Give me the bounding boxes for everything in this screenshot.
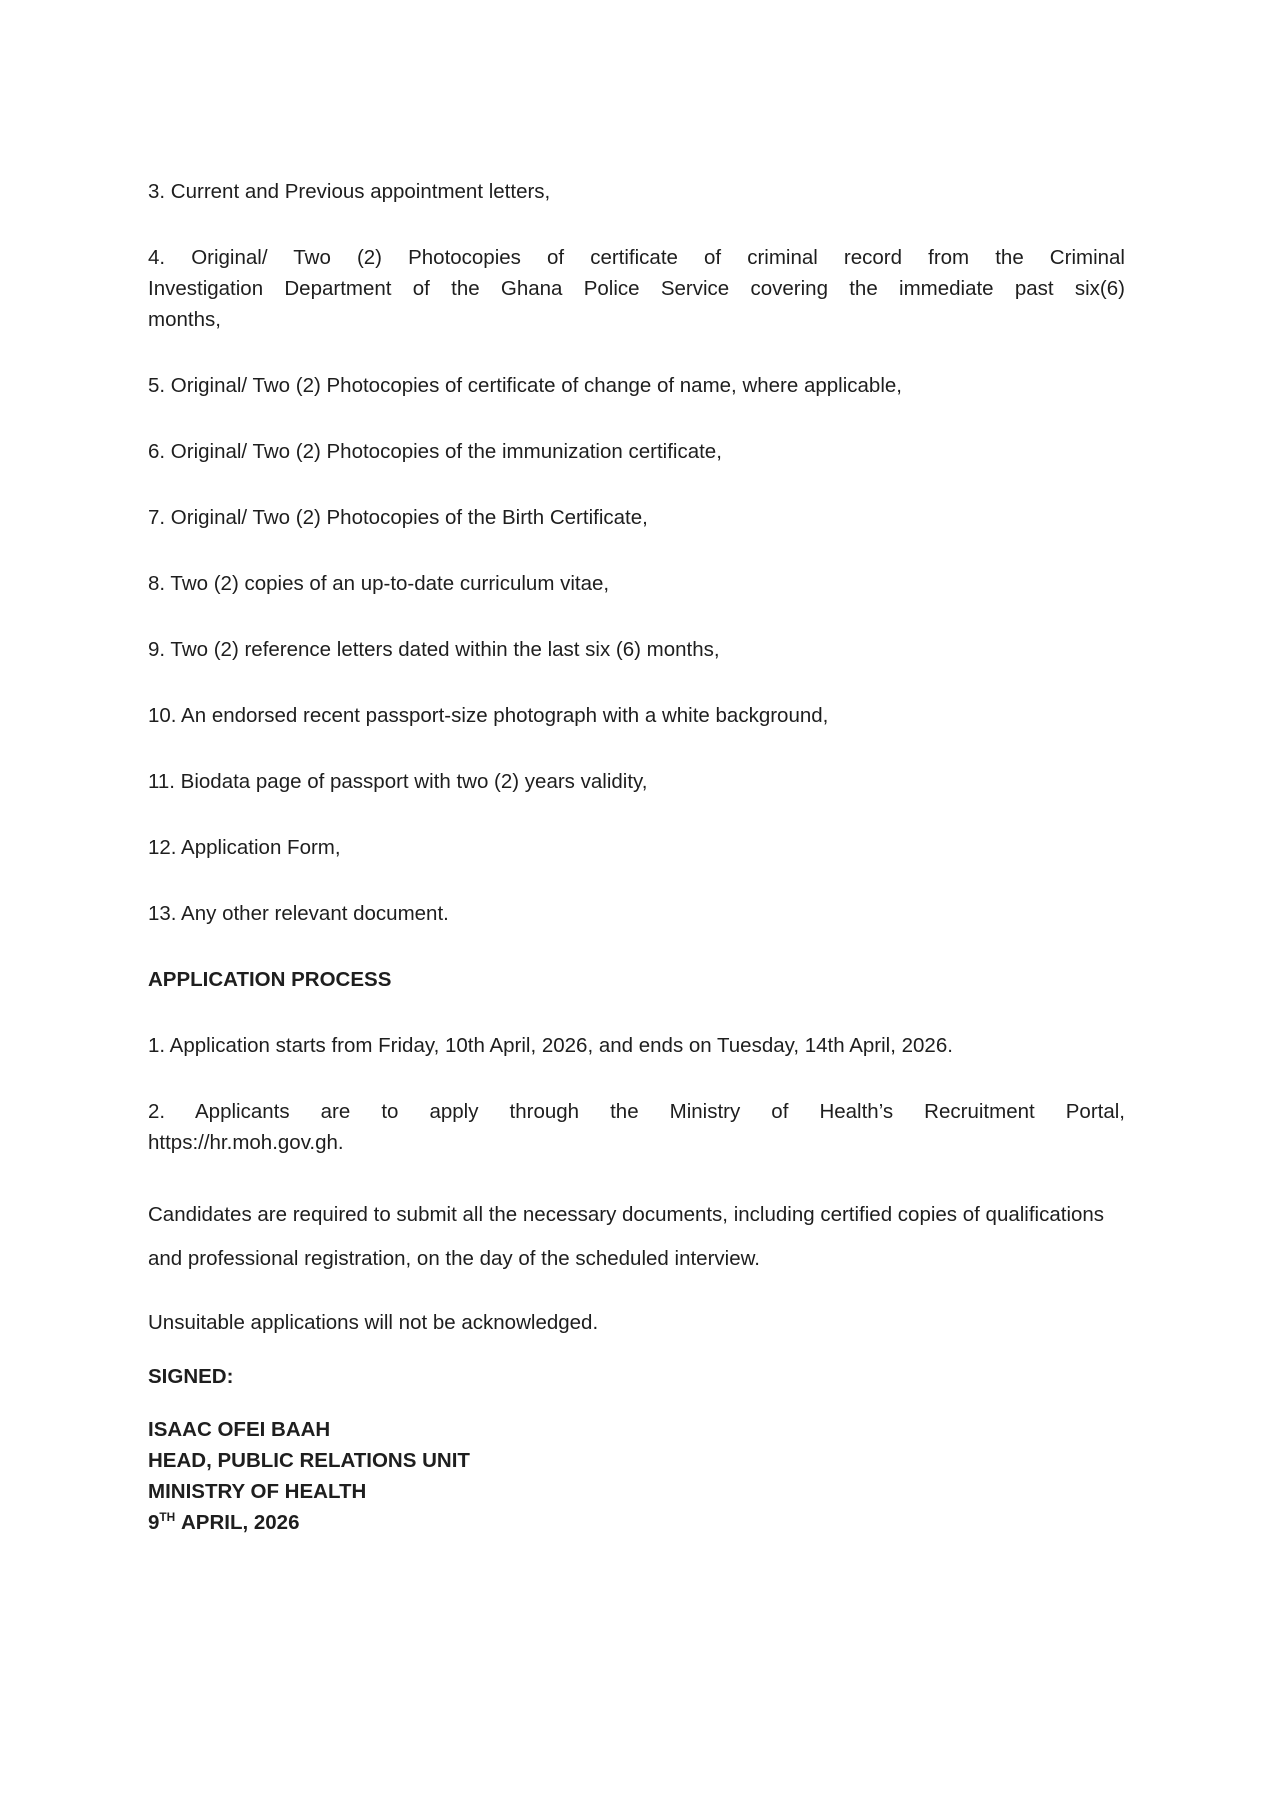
requirement-item-9: 9. Two (2) reference letters dated within the last six (6) months, [148,638,720,661]
document-body [148,176,1125,1538]
requirement-item-11: 11. Biodata page of passport with two (2) years validity, [148,770,648,793]
requirement-item-10: 10. An endorsed recent passport-size photograph with a white background, [148,704,829,727]
signature-title: HEAD, PUBLIC RELATIONS UNIT [148,1449,470,1472]
signature-date [148,1507,1125,1538]
requirement-item-4-line-3: months, [148,308,221,331]
application-process-step-2 [148,1096,1125,1158]
signature-organization: MINISTRY OF HEALTH [148,1480,367,1503]
requirement-item-4 [148,242,1125,335]
application-process-step-2-line-1: 2. Applicants are to apply through the Ministry of Health’s Recruitment Portal, [148,1100,1125,1123]
signature-block [148,1414,1125,1538]
requirement-item-5: 5. Original/ Two (2) Photocopies of certificate of change of name, where applicable, [148,374,902,397]
requirement-item-13: 13. Any other relevant document. [148,902,449,925]
requirement-item-6: 6. Original/ Two (2) Photocopies of the immunization certificate, [148,440,722,463]
signature-date-day: 9 [148,1511,160,1534]
submission-note: Candidates are required to submit all the necessary documents, including certified copies of qualifications and professional registration, on the day of the scheduled interview. [148,1203,1105,1270]
signature-date-remainder: APRIL, 2026 [180,1511,300,1534]
requirement-item-7: 7. Original/ Two (2) Photocopies of the Birth Certificate, [148,506,648,529]
requirement-item-12: 12. Application Form, [148,836,341,859]
acknowledgement-note: Unsuitable applications will not be acknowledged. [148,1311,599,1334]
signature-date-ordinal: TH [159,1510,176,1525]
requirement-item-4-line-1: 4. Original/ Two (2) Photocopies of certificate of criminal record from the Criminal [148,246,1125,269]
requirement-item-8: 8. Two (2) copies of an up-to-date curriculum vitae, [148,572,610,595]
requirement-item-4-line-2: Investigation Department of the Ghana Police Service covering the immediate past six(6) [148,277,1125,300]
application-process-heading: APPLICATION PROCESS [148,968,392,991]
signed-label: SIGNED: [148,1365,234,1388]
signature-name: ISAAC OFEI BAAH [148,1418,331,1441]
recruitment-portal-url: https://hr.moh.gov.gh. [148,1131,344,1154]
requirement-item-3: 3. Current and Previous appointment letters, [148,180,551,203]
application-process-step-1: 1. Application starts from Friday, 10th April, 2026, and ends on Tuesday, 14th April, 2026. [148,1034,953,1057]
